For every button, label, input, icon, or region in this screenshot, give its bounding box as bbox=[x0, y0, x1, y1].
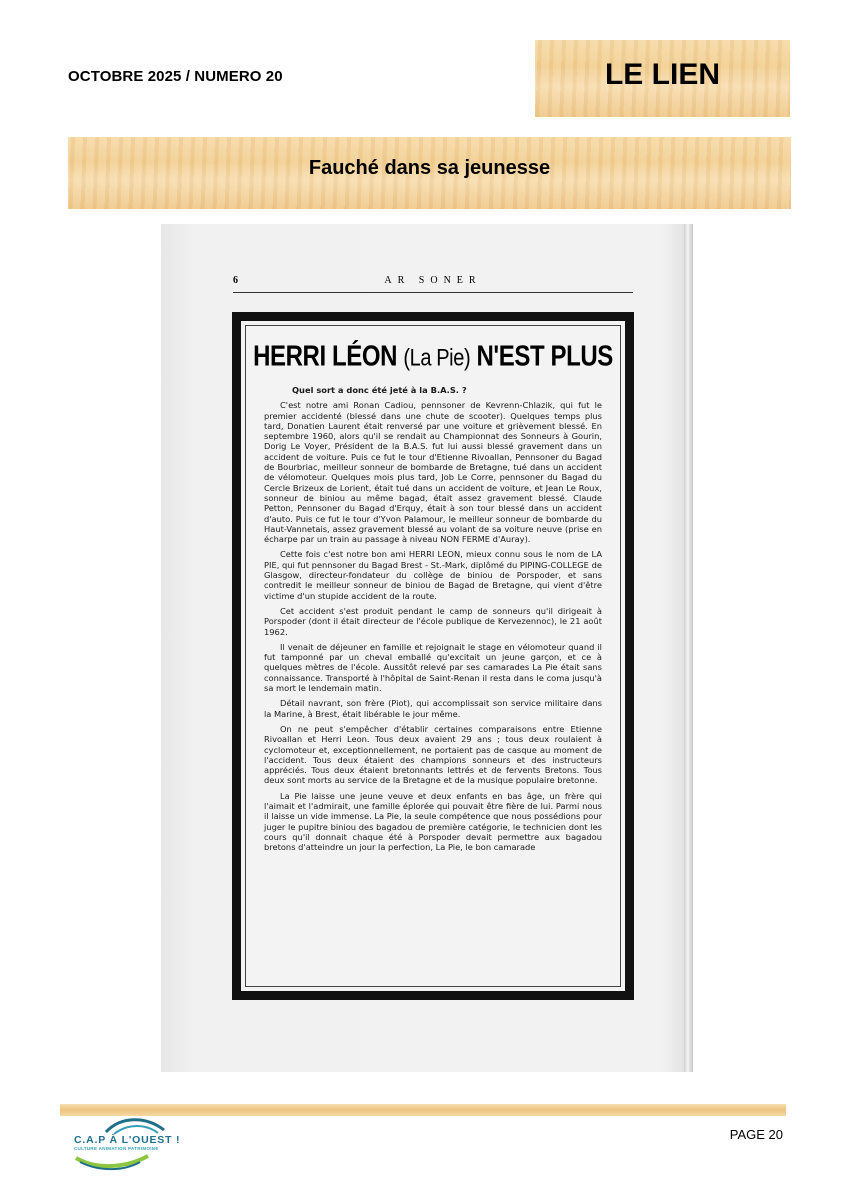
issue-date-number: OCTOBRE 2025 / NUMERO 20 bbox=[68, 68, 283, 85]
logo-subtext: CULTURE ANIMATION PATRIMOINE bbox=[74, 1146, 159, 1151]
article-paragraph: Quel sort a donc été jeté à la B.A.S. ? bbox=[292, 385, 467, 395]
headline-end: N'EST PLUS bbox=[476, 340, 613, 373]
magazine-page-number: 6 bbox=[233, 275, 238, 286]
article-paragraph: On ne peut s'empêcher d'établir certaines comparaisons entre Etienne Rivoallan et Herri Leon. Tous deux avaient 29 ans ; tous deux roulaient à cyclomoteur et, exceptionnellement, ne portaient pas de casque au moment de l'accident. Tous deux étaient des champions sonneurs et des instructeurs appréciés. Tous deux étaient bretonnants lettrés et de fervents Bretons. Tous deux sont morts au service de la Bretagne et de la musique populaire bretonne. bbox=[264, 723, 602, 786]
mourning-border-frame bbox=[232, 312, 634, 1000]
headline-nickname: (La Pie) bbox=[403, 345, 471, 372]
scan-page-edge bbox=[684, 224, 693, 1072]
cap-a-louest-logo bbox=[66, 1114, 186, 1174]
article-paragraph: La Pie laisse une jeune veuve et deux enfants en bas âge, un frère qui l'aimait et l'admirait, une famille éplorée qui pouvait être fière de lui. Parmi nous il laisse un vide immense. La Pie, la seule compétence que nous possédions pour juger le pupitre biniou des bagadou de première catégorie, le technicien dont les cours qu'il donnait chaque été à Porspoder devait permettre aux bagadou bretons d'atteindre un jour la perfection, La Pie, le bon camarade bbox=[264, 790, 602, 853]
obituary-headline bbox=[249, 340, 617, 373]
article-paragraph: Il venait de déjeuner en famille et rejoignait le stage en vélomoteur quand il fut tamponné par un cheval emballé qu'excitait un jeune garçon, et ce à quelques mètres de l'école. Aussitôt relevé par ses camarades La Pie était sans connaissance. Transporté à l'hôpital de Saint-Renan il resta dans le coma jusqu'à sa mort le lendemain matin. bbox=[264, 641, 602, 694]
obituary-text bbox=[264, 385, 602, 857]
article-paragraph: C'est notre ami Ronan Cadiou, pennsoner de Kevrenn-Chlazik, qui fut le premier accidenté (blessé dans une chute de scooter). Quelques temps plus tard, Donatien Laurent était renversé par une voiture et grièvement blessé. En septembre 1960, alors qu'il se rendait au Championnat des Sonneurs à Gourin, Dorig Le Voyer, Président de la B.A.S. fut lui aussi blessé gravement dans un accident de voiture. Puis ce fut le tour d'Etienne Rivoallan, Pennsoner du Bagad de Bourbriac, meilleur sonneur de bombarde de Bretagne, tué dans un accident de vélomoteur. Quelques mois plus tard, Job Le Corre, pennsoner du Bagad du Cercle Brizeux de Lorient, était tué dans un accident de voiture, et Jean Le Roux, sonneur de biniou au même bagad, était assez gravement blessé. Claude Petton, Pennsoner du Bagad d'Erquy, était à son tour blessé dans un accident d'auto. Puis ce fut le tour d'Yvon Palamour, le meilleur sonneur de bombarde du Haut-Vannetais, assez gravement blessé au volant de sa voiture neuve (prise en écharpe par un train au passage à niveau NON FERME d'Auray). bbox=[264, 400, 602, 545]
magazine-header bbox=[233, 274, 633, 293]
article-paragraph: Détail navrant, son frère (Piot), qui accomplissait son service militaire dans la Marine, à Brest, était libérable le jour même. bbox=[264, 698, 602, 719]
scanned-page bbox=[161, 224, 693, 1072]
logo-text: C.A.P À L'OUEST ! bbox=[74, 1134, 181, 1146]
article-paragraph: Cette fois c'est notre bon ami HERRI LEON, mieux connu sous le nom de LA PIE, qui fut pennsoner du Bagad Brest - St.-Mark, diplômé du PIPING-COLLEGE de Glasgow, directeur-fondateur du collège de biniou de Porspoder, et sans contredit le meilleur sonneur de biniou de Bagad de Bretagne, qui vient d'être victime d'un stupide accident de la route. bbox=[264, 549, 602, 601]
headline-name: HERRI LÉON bbox=[253, 340, 398, 373]
publication-title-plank bbox=[535, 40, 790, 117]
article-banner bbox=[68, 137, 791, 209]
page-number: PAGE 20 bbox=[729, 1127, 783, 1142]
magazine-name: AR SONER bbox=[384, 275, 482, 286]
publication-title: LE LIEN bbox=[604, 58, 720, 91]
article-paragraph: Cet accident s'est produit pendant le camp de sonneurs qu'il dirigeait à Porspoder (dont il était directeur de l'école publique de Kervezennoc), le 21 août 1962. bbox=[264, 605, 602, 637]
article-title: Fauché dans sa jeunesse bbox=[308, 157, 551, 179]
